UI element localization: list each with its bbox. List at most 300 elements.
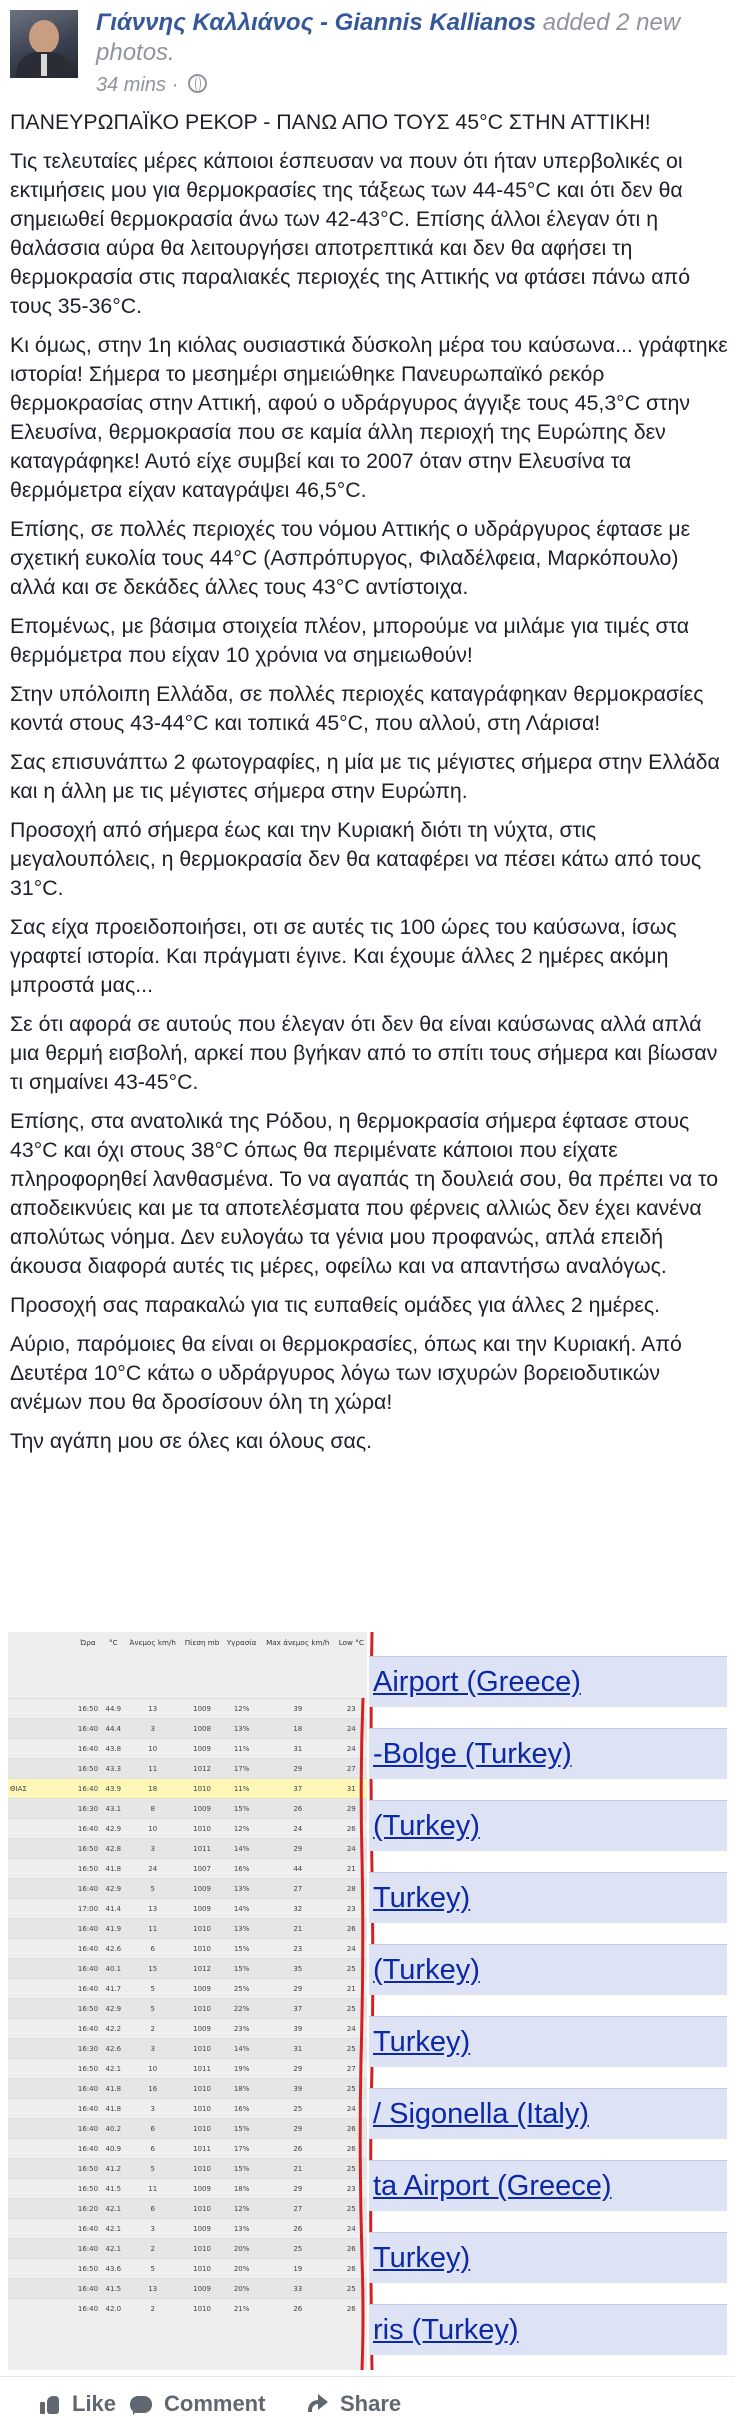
- table-cell: 19%: [223, 2059, 260, 2079]
- table-cell: 16:40: [74, 2239, 102, 2259]
- table-row: [8, 2099, 367, 2119]
- station-link[interactable]: (Turkey): [373, 1954, 480, 1986]
- comment-button[interactable]: [130, 2391, 265, 2417]
- red-marker-line: [358, 1698, 366, 2370]
- table-row: [8, 2079, 367, 2099]
- table-cell: 12%: [223, 1819, 260, 1839]
- table-cell: [8, 2099, 74, 2119]
- table-header-cell: [8, 1632, 74, 1699]
- table-cell: 27: [336, 1759, 367, 1779]
- table-cell: 1010: [181, 1939, 223, 1959]
- table-cell: 25: [336, 1959, 367, 1979]
- comment-label: Comment: [164, 2391, 266, 2416]
- table-cell: 24: [260, 1819, 336, 1839]
- table-cell: 42.9: [102, 1999, 125, 2019]
- station-row: [369, 2016, 727, 2067]
- table-cell: 39: [260, 2079, 336, 2099]
- table-cell: [8, 1959, 74, 1979]
- table-cell: [8, 1979, 74, 1999]
- table-cell: 41.9: [102, 1919, 125, 1939]
- table-cell: 1010: [181, 2239, 223, 2259]
- station-row: [369, 1800, 727, 1851]
- post-paragraph: Προσοχή σας παρακαλώ για τις ευπαθείς ομάδες για άλλες 2 ημέρες.: [10, 1293, 661, 1317]
- table-cell: 1009: [181, 2279, 223, 2299]
- post-paragraph: Σε ότι αφορά σε αυτούς που έλεγαν ότι δεν θα είναι καύσωνας αλλά απλά μια θερμή εισβολή, αρκεί που βγήκαν από το σπίτι τους σήμερα και βίωσαν τι σημαίνει 43-45°C.: [10, 1012, 718, 1094]
- table-cell: 16:40: [74, 1779, 102, 1799]
- table-cell: 1007: [181, 1859, 223, 1879]
- table-cell: 43.1: [102, 1799, 125, 1819]
- station-row: [369, 2232, 727, 2283]
- table-header-cell: Low °C: [338, 1638, 364, 1647]
- table-cell: [8, 1799, 74, 1819]
- table-cell: 16:40: [74, 1879, 102, 1899]
- table-cell: 17%: [223, 2139, 260, 2159]
- table-cell: 23: [336, 2179, 367, 2199]
- meta-separator: ·: [171, 74, 179, 96]
- table-row: [8, 2219, 367, 2239]
- table-cell: ΘΙΑΣ: [8, 1779, 74, 1799]
- table-cell: 21: [336, 1979, 367, 1999]
- table-cell: 24: [336, 1719, 367, 1739]
- table-header-cell: Υγρασία: [226, 1638, 257, 1647]
- table-cell: 32: [260, 1899, 336, 1919]
- table-cell: [8, 1719, 74, 1739]
- table-row: [8, 2059, 367, 2079]
- post-paragraph: Αύριο, παρόμοιες θα είναι οι θερμοκρασίες, όπως και την Κυριακή. Από Δευτέρα 10°C κάτω ο υδράργυρος λόγω των ισχυρών βορειοδυτικών ανέμων που θα δροσίσουν όλη τη χώρα!: [10, 1332, 682, 1414]
- table-cell: 42.9: [102, 1819, 125, 1839]
- table-cell: 23: [336, 1699, 367, 1719]
- table-cell: 43.8: [102, 1739, 125, 1759]
- table-cell: 26: [336, 2299, 367, 2319]
- table-row: [8, 2259, 367, 2279]
- station-link[interactable]: (Turkey): [373, 1810, 480, 1842]
- table-cell: 41.5: [102, 2279, 125, 2299]
- table-cell: 42.0: [102, 2299, 125, 2319]
- table-cell: 44.9: [102, 1699, 125, 1719]
- table-cell: 10: [125, 1739, 181, 1759]
- table-cell: 26: [336, 2119, 367, 2139]
- table-row: [8, 2199, 367, 2219]
- table-cell: 13: [125, 2279, 181, 2299]
- table-cell: 1010: [181, 1999, 223, 2019]
- table-cell: 44.4: [102, 1719, 125, 1739]
- table-cell: 1009: [181, 1799, 223, 1819]
- table-cell: 2: [125, 2019, 181, 2039]
- table-cell: 16:50: [74, 1699, 102, 1719]
- globe-icon[interactable]: [188, 74, 207, 93]
- table-cell: 20%: [223, 2279, 260, 2299]
- table-cell: 25: [260, 2099, 336, 2119]
- table-cell: 42.8: [102, 1839, 125, 1859]
- table-cell: [8, 2259, 74, 2279]
- table-row: [8, 1979, 367, 1999]
- table-cell: 16:50: [74, 1839, 102, 1859]
- share-button[interactable]: [306, 2391, 401, 2417]
- table-row: [8, 1899, 367, 1919]
- table-cell: 42.1: [102, 2239, 125, 2259]
- author-name[interactable]: Γιάννης Καλλιάνος - Giannis Kallianos: [96, 9, 537, 36]
- table-cell: 44: [260, 1859, 336, 1879]
- table-cell: 28: [336, 1879, 367, 1899]
- table-cell: 27: [336, 2059, 367, 2079]
- table-row: [8, 1859, 367, 1879]
- table-cell: [8, 2279, 74, 2299]
- table-row: [8, 1699, 367, 1719]
- table-cell: 26: [336, 1819, 367, 1839]
- table-cell: 16:40: [74, 1739, 102, 1759]
- table-cell: 25: [336, 2199, 367, 2219]
- post-meta: [96, 74, 207, 97]
- table-row: [8, 1759, 367, 1779]
- table-cell: 26: [336, 2239, 367, 2259]
- table-cell: 1010: [181, 1779, 223, 1799]
- post-paragraph: Τις τελευταίες μέρες κάποιοι έσπευσαν να πουν ότι ήταν υπερβολικές οι εκτιμήσεις μου για θερμοκρασίες της τάξεως των 44-45°C και ότι δεν θα σημειωθεί θερμοκρασία άνω των 42-43°C. Επίσης άλλοι έλεγαν ότι η θαλάσσια αύρα θα λειτουργήσει αποτρεπτικά και δεν θα αφήσει τη θερμοκρασία στις παραλιακές περιοχές της Αττικής να φτάσει πάνω από τους 35-36°C.: [10, 149, 691, 318]
- table-cell: 26: [336, 2139, 367, 2159]
- table-cell: 21%: [223, 2299, 260, 2319]
- table-cell: 18: [125, 1779, 181, 1799]
- table-row: [8, 2159, 367, 2179]
- table-cell: 15%: [223, 2119, 260, 2139]
- avatar[interactable]: [10, 10, 78, 78]
- table-cell: 5: [125, 1999, 181, 2019]
- table-cell: 39: [260, 2019, 336, 2039]
- table-cell: [8, 2139, 74, 2159]
- table-cell: 16:30: [74, 1799, 102, 1819]
- table-cell: 1010: [181, 1819, 223, 1839]
- table-cell: 2: [125, 2239, 181, 2259]
- table-row: [8, 1719, 367, 1739]
- table-cell: 42.2: [102, 2019, 125, 2039]
- table-cell: 1009: [181, 1979, 223, 1999]
- table-cell: 17:00: [74, 1899, 102, 1919]
- table-row: [8, 2039, 367, 2059]
- table-cell: 19: [260, 2259, 336, 2279]
- table-cell: [8, 2119, 74, 2139]
- table-cell: 25: [336, 2079, 367, 2099]
- table-cell: 24: [336, 1939, 367, 1959]
- table-cell: 1009: [181, 1879, 223, 1899]
- table-cell: 12%: [223, 2199, 260, 2219]
- table-cell: 3: [125, 2099, 181, 2119]
- table-header-cell: Πίεση mb: [184, 1638, 220, 1647]
- table-cell: 40.1: [102, 1959, 125, 1979]
- table-cell: 42.1: [102, 2219, 125, 2239]
- post-paragraph: Επίσης, στα ανατολικά της Ρόδου, η θερμοκρασία σήμερα έφτασε στους 43°C και όχι στους 38°C όπως θα περιμένατε κάποιοι που είχατε πληροφορηθεί λανθασμένα. Το να αγαπάς τη δουλειά σου, θα πρέπει να το αποδεικνύεις και με τα αποτελέσματα που φέρνεις αλλιώς δεν έχει κανένα απολύτως νόημα. Δεν ευλογάω τα γένια μου προφανώς, απλά επειδή άκουσα διαφορά αυτές τις μέρες, οφείλω και να απαντήσω αναλόγως.: [10, 1109, 719, 1278]
- table-cell: 41.7: [102, 1979, 125, 1999]
- table-row: [8, 1799, 367, 1819]
- table-cell: 41.8: [102, 2079, 125, 2099]
- table-cell: [8, 2219, 74, 2239]
- table-cell: 22%: [223, 1999, 260, 2019]
- table-cell: 23%: [223, 2019, 260, 2039]
- table-cell: 16:40: [74, 2119, 102, 2139]
- table-header-cell: Άνεμος km/h: [129, 1638, 176, 1647]
- table-cell: 25: [336, 2159, 367, 2179]
- table-cell: 21: [336, 1859, 367, 1879]
- post-header-text: [96, 8, 716, 68]
- table-cell: 29: [260, 1839, 336, 1859]
- table-cell: 15: [125, 1959, 181, 1979]
- table-cell: 42.6: [102, 1939, 125, 1959]
- table-cell: [8, 2019, 74, 2039]
- table-row: [8, 2139, 367, 2159]
- table-cell: 16:50: [74, 2259, 102, 2279]
- table-cell: 6: [125, 1939, 181, 1959]
- table-cell: 37: [260, 1999, 336, 2019]
- table-cell: 27: [260, 1879, 336, 1899]
- table-cell: 13%: [223, 1919, 260, 1939]
- table-cell: [8, 1739, 74, 1759]
- station-link[interactable]: Turkey): [373, 2026, 471, 2058]
- table-cell: 16:50: [74, 2179, 102, 2199]
- table-cell: 43.9: [102, 1779, 125, 1799]
- table-cell: 16:40: [74, 1979, 102, 1999]
- table-cell: 24: [336, 2019, 367, 2039]
- table-header-cell: Ώρα: [80, 1638, 96, 1647]
- table-cell: [8, 1759, 74, 1779]
- table-cell: 16:40: [74, 1819, 102, 1839]
- table-cell: 3: [125, 1719, 181, 1739]
- table-cell: 42.6: [102, 2039, 125, 2059]
- table-row: [8, 1999, 367, 2019]
- table-cell: 43.3: [102, 1759, 125, 1779]
- photo-grid: [8, 1632, 727, 2370]
- table-cell: [8, 1919, 74, 1939]
- table-cell: [8, 1839, 74, 1859]
- table-cell: 16:40: [74, 2299, 102, 2319]
- table-cell: 16:40: [74, 2099, 102, 2119]
- table-cell: 14%: [223, 1839, 260, 1859]
- table-cell: 43.6: [102, 2259, 125, 2279]
- table-cell: 18%: [223, 2079, 260, 2099]
- table-cell: 18: [260, 1719, 336, 1739]
- post-paragraph: Την αγάπη μου σε όλες και όλους σας.: [10, 1429, 373, 1453]
- table-cell: 11%: [223, 1739, 260, 1759]
- table-cell: 6: [125, 2139, 181, 2159]
- table-header-cell: Max άνεμος km/h: [266, 1638, 330, 1647]
- post-paragraph: Επίσης, σε πολλές περιοχές του νόμου Αττικής ο υδράργυρος έφτασε με σχετική ευκολία τους 44°C (Ασπρόπυργος, Φιλαδέλφεια, Μαρκόπουλο) αλλά και σε δεκάδες άλλες τους 43°C αντίστοιχα.: [10, 517, 691, 599]
- table-cell: 37: [260, 1779, 336, 1799]
- table-row: [8, 2179, 367, 2199]
- table-cell: 1009: [181, 1739, 223, 1759]
- table-cell: 16:40: [74, 2019, 102, 2039]
- table-cell: 17%: [223, 1759, 260, 1779]
- post-header: [10, 8, 725, 98]
- table-cell: 35: [260, 1959, 336, 1979]
- share-label: Share: [340, 2391, 402, 2416]
- table-cell: 16:50: [74, 1999, 102, 2019]
- table-cell: 1009: [181, 2219, 223, 2239]
- table-cell: 16:50: [74, 1859, 102, 1879]
- table-cell: 41.5: [102, 2179, 125, 2199]
- table-cell: 16:50: [74, 2159, 102, 2179]
- table-cell: 14%: [223, 1899, 260, 1919]
- station-link[interactable]: ris (Turkey): [373, 2314, 519, 2346]
- table-cell: 24: [125, 1859, 181, 1879]
- like-button[interactable]: [40, 2391, 116, 2417]
- station-row: [369, 1656, 727, 1707]
- post-paragraph: Επομένως, με βάσιμα στοιχεία πλέον, μπορούμε να μιλάμε για τιμές στα θερμόμετρα που είχαν 10 χρόνια να σημειωθούν!: [10, 614, 690, 667]
- table-cell: 13: [125, 1699, 181, 1719]
- like-icon: [40, 2394, 60, 2414]
- table-cell: 20%: [223, 2259, 260, 2279]
- photo-greece-temperatures[interactable]: [8, 1632, 367, 2370]
- table-cell: 11: [125, 2179, 181, 2199]
- table-cell: 25: [336, 2279, 367, 2299]
- table-cell: 15%: [223, 1799, 260, 1819]
- post-paragraph: Στην υπόλοιπη Ελλάδα, σε πολλές περιοχές καταγράφηκαν θερμοκρασίες κοντά στους 43-44°C και τοπικά 45°C, που αλλού, στη Λάρισα!: [10, 682, 704, 735]
- table-row: [8, 2279, 367, 2299]
- table-cell: 11%: [223, 1779, 260, 1799]
- station-link[interactable]: / Sigonella (Italy): [373, 2098, 589, 2130]
- station-link[interactable]: Turkey): [373, 1882, 471, 1914]
- post-action-text: added 2 new photos.: [96, 9, 681, 66]
- table-cell: 16:40: [74, 1959, 102, 1979]
- table-cell: 3: [125, 2219, 181, 2239]
- comment-icon: [130, 2396, 152, 2413]
- post-paragraph: Σας είχα προειδοποιήσει, οτι σε αυτές τις 100 ώρες του καύσωνα, ίσως γραφτεί ιστορία. Και πράγματι έγινε. Και έχουμε άλλες 2 ημέρες ακόμη μπροστά μας...: [10, 915, 677, 997]
- table-cell: 1010: [181, 2119, 223, 2139]
- table-cell: 16:20: [74, 2199, 102, 2219]
- table-cell: 13%: [223, 2219, 260, 2239]
- table-cell: 1009: [181, 2019, 223, 2039]
- table-cell: 13%: [223, 1879, 260, 1899]
- post-paragraph: Κι όμως, στην 1η κιόλας ουσιαστικά δύσκολη μέρα του καύσωνα... γράφτηκε ιστορία! Σήμερα το μεσημέρι σημειώθηκε Πανευρωπαϊκό ρεκόρ θερμοκρασίας στην Αττική, αφού ο υδράργυρος άγγιξε τους 45,3°C στην Ελευσίνα, θερμοκρασία που σε καμία άλλη περιοχή της Ευρώπης δεν καταγράφηκε! Αυτό είχε συμβεί και το 2007 όταν στην Ελευσίνα τα θερμόμετρα είχαν καταγράψει 46,5°C.: [10, 333, 728, 502]
- post-actions-bar: [0, 2376, 735, 2429]
- table-cell: 42.9: [102, 1879, 125, 1899]
- table-cell: [8, 1999, 74, 2019]
- table-cell: 31: [260, 2039, 336, 2059]
- table-cell: [8, 2299, 74, 2319]
- table-cell: 1011: [181, 2139, 223, 2159]
- table-cell: 5: [125, 1879, 181, 1899]
- photo-europe-temperatures[interactable]: [369, 1632, 727, 2370]
- table-cell: 18%: [223, 2179, 260, 2199]
- table-cell: [8, 2179, 74, 2199]
- post-body: [10, 108, 728, 1466]
- table-cell: 16:40: [74, 2139, 102, 2159]
- table-cell: 5: [125, 1979, 181, 1999]
- station-link[interactable]: Airport (Greece): [373, 1666, 581, 1698]
- post-paragraph: Προσοχή από σήμερα έως και την Κυριακή διότι τη νύχτα, στις μεγαλουπόλεις, η θερμοκρασία δεν θα καταφέρει να πέσει κάτω από τους 31°C.: [10, 818, 702, 900]
- table-cell: 16: [125, 2079, 181, 2099]
- table-cell: 41.4: [102, 1899, 125, 1919]
- table-cell: 16:50: [74, 2059, 102, 2079]
- table-cell: [8, 2079, 74, 2099]
- table-cell: 31: [260, 1739, 336, 1759]
- table-cell: 27: [260, 2199, 336, 2219]
- table-cell: 25: [260, 2239, 336, 2259]
- timestamp[interactable]: 34 mins: [96, 74, 167, 96]
- table-cell: 26: [336, 2259, 367, 2279]
- station-row: [369, 1944, 727, 1995]
- table-cell: 25: [336, 1999, 367, 2019]
- table-cell: 39: [260, 1699, 336, 1719]
- table-row: [8, 2299, 367, 2319]
- station-link[interactable]: Turkey): [373, 2242, 471, 2274]
- table-row: [8, 1839, 367, 1859]
- table-cell: 23: [260, 1939, 336, 1959]
- table-cell: [8, 1859, 74, 1879]
- table-cell: 29: [260, 2179, 336, 2199]
- table-cell: 33: [260, 2279, 336, 2299]
- table-cell: 1010: [181, 1919, 223, 1939]
- share-icon: [306, 2394, 328, 2414]
- table-row: [8, 1779, 367, 1799]
- table-cell: 1009: [181, 1699, 223, 1719]
- table-cell: 16:30: [74, 2039, 102, 2059]
- table-cell: 1012: [181, 1759, 223, 1779]
- table-cell: 11: [125, 1759, 181, 1779]
- table-cell: 41.8: [102, 1859, 125, 1879]
- table-cell: 1012: [181, 1959, 223, 1979]
- table-cell: 1010: [181, 2099, 223, 2119]
- table-cell: 5: [125, 2159, 181, 2179]
- table-cell: 23: [336, 1899, 367, 1919]
- station-link[interactable]: -Bolge (Turkey): [373, 1738, 572, 1770]
- table-cell: [8, 1879, 74, 1899]
- table-cell: 16:40: [74, 2079, 102, 2099]
- table-cell: 10: [125, 2059, 181, 2079]
- table-cell: 1008: [181, 1719, 223, 1739]
- table-cell: 16:50: [74, 1759, 102, 1779]
- table-cell: 1009: [181, 1899, 223, 1919]
- table-cell: 2: [125, 2299, 181, 2319]
- table-cell: 20%: [223, 2239, 260, 2259]
- table-cell: 15%: [223, 2159, 260, 2179]
- table-cell: [8, 1819, 74, 1839]
- table-row: [8, 2239, 367, 2259]
- table-cell: 10: [125, 1819, 181, 1839]
- table-cell: 29: [260, 2059, 336, 2079]
- table-cell: 24: [336, 1739, 367, 1759]
- greece-temperature-table: [8, 1632, 367, 2318]
- table-cell: 16:40: [74, 2219, 102, 2239]
- station-row: [369, 1872, 727, 1923]
- table-cell: [8, 2199, 74, 2219]
- table-cell: 14%: [223, 2039, 260, 2059]
- table-cell: 15%: [223, 1959, 260, 1979]
- table-cell: 1010: [181, 2259, 223, 2279]
- table-cell: 1011: [181, 1839, 223, 1859]
- table-cell: [8, 2239, 74, 2259]
- post-paragraph: Σας επισυνάπτω 2 φωτογραφίες, η μία με τις μέγιστες σήμερα στην Ελλάδα και η άλλη με τις μέγιστες σήμερα στην Ευρώπη.: [10, 750, 720, 803]
- table-cell: 26: [260, 2139, 336, 2159]
- table-row: [8, 1819, 367, 1839]
- table-row: [8, 2119, 367, 2139]
- table-cell: 42.1: [102, 2199, 125, 2219]
- table-cell: 11: [125, 1919, 181, 1939]
- table-cell: 16:40: [74, 1719, 102, 1739]
- table-row: [8, 1959, 367, 1979]
- table-row: [8, 2019, 367, 2039]
- table-cell: 1010: [181, 2199, 223, 2219]
- table-cell: 26: [336, 1919, 367, 1939]
- table-cell: 25%: [223, 1979, 260, 1999]
- table-cell: 26: [260, 2299, 336, 2319]
- table-cell: [8, 2159, 74, 2179]
- table-cell: 6: [125, 2119, 181, 2139]
- table-cell: 29: [260, 1979, 336, 1999]
- table-cell: 3: [125, 2039, 181, 2059]
- station-link[interactable]: ta Airport (Greece): [373, 2170, 612, 2202]
- table-cell: 29: [336, 1799, 367, 1819]
- table-cell: 26: [260, 1799, 336, 1819]
- table-cell: [8, 1939, 74, 1959]
- table-cell: [8, 1899, 74, 1919]
- table-cell: [8, 2039, 74, 2059]
- table-cell: 25: [336, 2039, 367, 2059]
